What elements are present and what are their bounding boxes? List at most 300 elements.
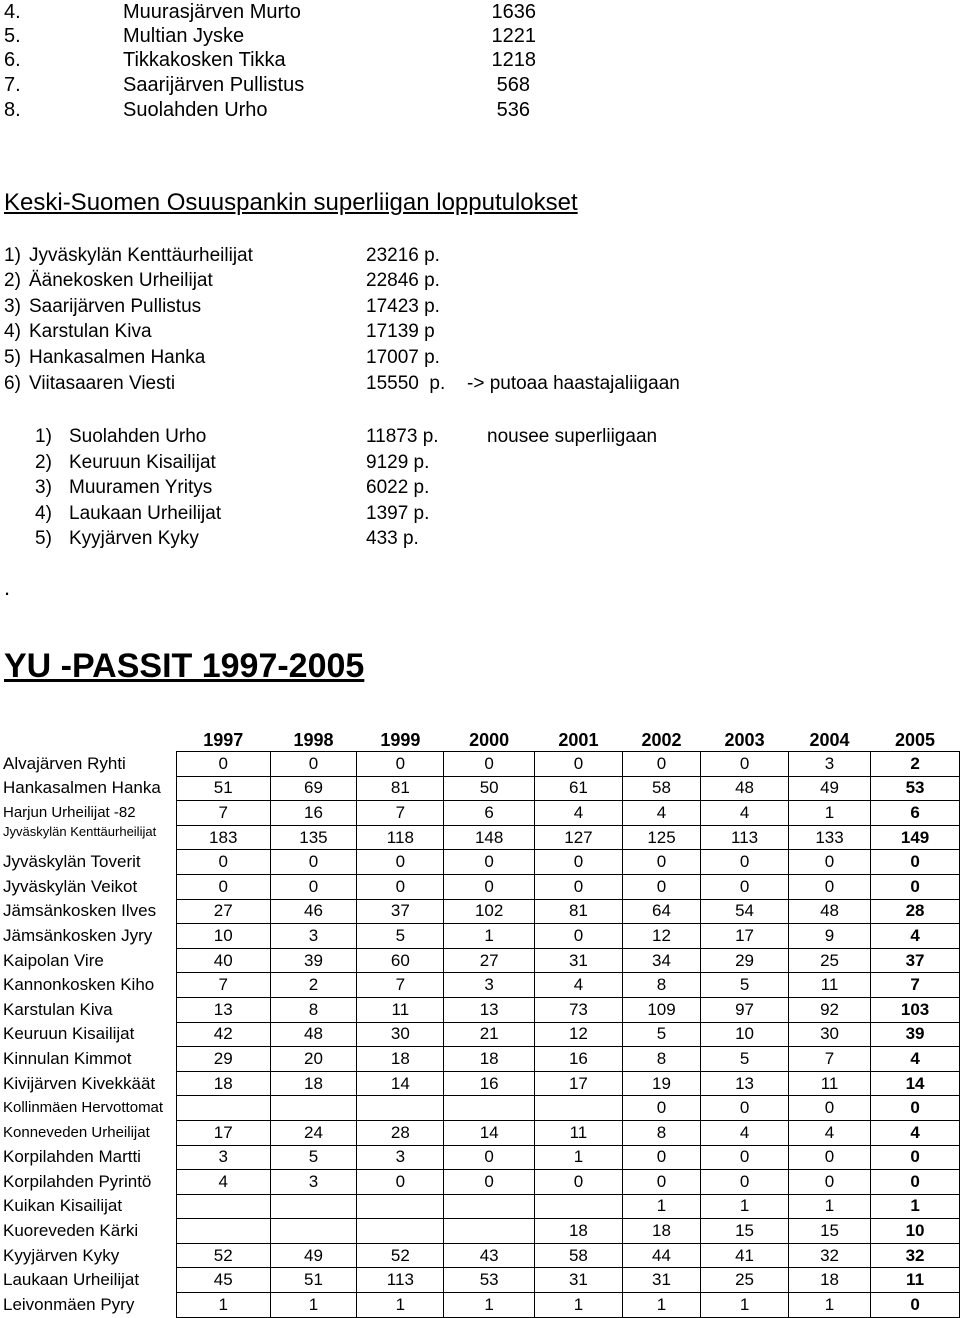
table-row xyxy=(0,973,960,998)
table-cell: 48 xyxy=(701,776,789,801)
result-points: 6022 p. xyxy=(366,477,430,498)
table-cell: 109 xyxy=(622,997,700,1022)
table-cell: 18 xyxy=(535,1219,623,1244)
result-rank: 2) xyxy=(4,270,21,291)
team-name: Tikkakosken Tikka xyxy=(123,49,286,71)
result-team: Viitasaaren Viesti xyxy=(29,373,176,394)
table-cell: 0 xyxy=(622,874,700,899)
table-cell: 5 xyxy=(701,1047,789,1072)
table-cell: 4 xyxy=(871,1047,960,1072)
table-cell: 0 xyxy=(270,874,357,899)
table-cell: 1 xyxy=(701,1194,789,1219)
table-cell: 7 xyxy=(176,801,270,826)
result-rank: 4) xyxy=(35,503,52,524)
table-cell: 4 xyxy=(176,1170,270,1195)
club-name: Jyväskylän Toverit xyxy=(3,852,141,872)
table-cell: 0 xyxy=(357,1170,444,1195)
table-cell: 13 xyxy=(701,1071,789,1096)
table-cell: 28 xyxy=(357,1120,444,1145)
stray-period: . xyxy=(4,575,11,600)
result-team: Äänekosken Urheilijat xyxy=(29,270,213,291)
table-cell xyxy=(444,1096,535,1121)
team-points: 1636 xyxy=(491,1,536,23)
table-cell: 0 xyxy=(535,850,623,875)
table-cell: 13 xyxy=(444,997,535,1022)
table-cell: 0 xyxy=(622,1145,700,1170)
table-cell: 0 xyxy=(535,752,623,777)
table-cell: 0 xyxy=(701,850,789,875)
table-cell: 0 xyxy=(871,1293,960,1318)
table-cell: 37 xyxy=(871,948,960,973)
result-team: Saarijärven Pullistus xyxy=(29,296,202,317)
rank: 8. xyxy=(4,99,21,121)
rank: 6. xyxy=(4,49,21,71)
table-cell: 3 xyxy=(444,973,535,998)
table-cell: 0 xyxy=(535,924,623,949)
table-cell: 14 xyxy=(444,1120,535,1145)
table-cell xyxy=(535,1096,623,1121)
result-points: 9129 p. xyxy=(366,452,430,473)
result-team: Suolahden Urho xyxy=(69,426,207,447)
table-cell: 135 xyxy=(270,825,357,850)
table-cell: 37 xyxy=(357,899,444,924)
table-cell: 3 xyxy=(270,924,357,949)
table-cell: 5 xyxy=(701,973,789,998)
table-row xyxy=(0,1268,960,1293)
table-row xyxy=(0,924,960,949)
table-cell: 5 xyxy=(270,1145,357,1170)
table-cell xyxy=(270,1194,357,1219)
table-cell: 0 xyxy=(622,850,700,875)
table-cell: 4 xyxy=(535,801,623,826)
table-cell: 52 xyxy=(176,1243,270,1268)
team-points: 568 xyxy=(496,74,530,96)
table-cell: 1 xyxy=(788,1293,870,1318)
table-row xyxy=(0,899,960,924)
table-cell: 11 xyxy=(788,1071,870,1096)
table-cell: 0 xyxy=(788,1170,870,1195)
year-header: 1997 xyxy=(203,730,244,750)
result-rank: 1) xyxy=(4,245,21,266)
table-cell: 10 xyxy=(701,1022,789,1047)
table-row xyxy=(0,1022,960,1047)
table-cell: 7 xyxy=(788,1047,870,1072)
year-header: 2004 xyxy=(809,730,850,750)
table-cell: 53 xyxy=(444,1268,535,1293)
table-cell: 0 xyxy=(535,874,623,899)
table-cell: 0 xyxy=(788,874,870,899)
table-cell: 61 xyxy=(535,776,623,801)
table-cell xyxy=(176,1096,270,1121)
table-row xyxy=(0,997,960,1022)
table-cell: 0 xyxy=(701,1096,789,1121)
table-cell: 133 xyxy=(788,825,870,850)
table-cell: 30 xyxy=(357,1022,444,1047)
table-cell: 1 xyxy=(444,1293,535,1318)
result-team: Jyväskylän Kenttäurheilijat xyxy=(29,245,253,266)
table-cell: 183 xyxy=(176,825,270,850)
club-name: Leivonmäen Pyry xyxy=(3,1294,135,1314)
table-row xyxy=(0,1194,960,1219)
result-note: nousee superliigaan xyxy=(487,426,658,447)
club-name: Kivijärven Kivekkäät xyxy=(3,1073,156,1093)
result-rank: 6) xyxy=(4,373,21,394)
year-header: 2000 xyxy=(469,730,510,750)
table-cell: 1 xyxy=(357,1293,444,1318)
result-team: Kyyjärven Kyky xyxy=(69,528,199,549)
table-cell: 4 xyxy=(701,801,789,826)
table-cell: 6 xyxy=(871,801,960,826)
table-cell: 14 xyxy=(871,1071,960,1096)
table-cell: 103 xyxy=(871,997,960,1022)
table-cell: 19 xyxy=(622,1071,700,1096)
club-name: Jyväskylän Veikot xyxy=(3,876,138,896)
table-cell: 5 xyxy=(622,1022,700,1047)
table-row xyxy=(0,1071,960,1096)
table-cell: 58 xyxy=(535,1243,623,1268)
table-cell xyxy=(270,1096,357,1121)
table-row xyxy=(0,801,960,826)
year-header: 2005 xyxy=(895,730,936,750)
table-cell: 21 xyxy=(444,1022,535,1047)
table-cell: 97 xyxy=(701,997,789,1022)
table-cell: 60 xyxy=(357,948,444,973)
table-row xyxy=(0,1096,960,1121)
table-cell: 2 xyxy=(270,973,357,998)
result-points: 11873 p. xyxy=(366,426,439,447)
table-row xyxy=(0,776,960,801)
table-cell: 25 xyxy=(701,1268,789,1293)
table-cell: 29 xyxy=(701,948,789,973)
year-header: 1999 xyxy=(380,730,421,750)
table-cell: 16 xyxy=(535,1047,623,1072)
table-cell: 7 xyxy=(871,973,960,998)
table-cell: 1 xyxy=(622,1293,700,1318)
table-cell: 1 xyxy=(535,1293,623,1318)
table-row xyxy=(0,825,960,850)
club-name: Jyväskylän Kenttäurheilijat xyxy=(3,825,157,840)
team-name: Saarijärven Pullistus xyxy=(123,74,305,96)
result-team: Karstulan Kiva xyxy=(29,321,152,342)
table-cell: 15 xyxy=(701,1219,789,1244)
club-name: Karstulan Kiva xyxy=(3,999,113,1019)
table-cell: 0 xyxy=(444,874,535,899)
table-cell: 8 xyxy=(622,973,700,998)
table-cell: 0 xyxy=(871,1096,960,1121)
table-cell: 3 xyxy=(176,1145,270,1170)
result-points: 1397 p. xyxy=(366,503,430,524)
table-cell: 102 xyxy=(444,899,535,924)
table-cell: 0 xyxy=(622,752,700,777)
team-name: Multian Jyske xyxy=(123,25,245,47)
table-cell: 0 xyxy=(701,752,789,777)
team-name: Muurasjärven Murto xyxy=(123,1,301,23)
result-rank: 3) xyxy=(35,477,52,498)
table-cell: 39 xyxy=(871,1022,960,1047)
result-points: 433 p. xyxy=(366,528,419,549)
table-cell: 0 xyxy=(622,1096,700,1121)
table-cell: 17 xyxy=(535,1071,623,1096)
club-name: Kollinmäen Hervottomat xyxy=(3,1099,164,1117)
result-rank: 1) xyxy=(35,426,52,447)
table-cell: 0 xyxy=(871,1170,960,1195)
table-cell: 34 xyxy=(622,948,700,973)
table-cell: 127 xyxy=(535,825,623,850)
table-cell: 40 xyxy=(176,948,270,973)
result-team: Keuruun Kisailijat xyxy=(69,452,216,473)
superliiga-title: Keski-Suomen Osuuspankin superliigan lopputulokset xyxy=(4,189,578,216)
team-points: 536 xyxy=(496,99,530,121)
table-cell: 113 xyxy=(701,825,789,850)
table-cell: 18 xyxy=(788,1268,870,1293)
club-name: Kyyjärven Kyky xyxy=(3,1245,120,1265)
table-cell: 31 xyxy=(535,1268,623,1293)
result-rank: 4) xyxy=(4,321,21,342)
table-cell: 8 xyxy=(622,1120,700,1145)
club-name: Korpilahden Martti xyxy=(3,1147,141,1167)
club-name: Keuruun Kisailijat xyxy=(3,1024,135,1044)
result-rank: 2) xyxy=(35,452,52,473)
table-cell: 0 xyxy=(871,850,960,875)
table-cell: 73 xyxy=(535,997,623,1022)
table-row xyxy=(0,874,960,899)
club-name: Kuikan Kisailijat xyxy=(3,1196,123,1216)
result-team: Laukaan Urheilijat xyxy=(69,503,222,524)
table-cell: 15 xyxy=(788,1219,870,1244)
table-cell xyxy=(176,1194,270,1219)
year-header: 2001 xyxy=(558,730,599,750)
table-row xyxy=(0,1219,960,1244)
table-cell: 1 xyxy=(176,1293,270,1318)
table-cell: 11 xyxy=(535,1120,623,1145)
table-row xyxy=(0,1170,960,1195)
table-cell: 92 xyxy=(788,997,870,1022)
table-row xyxy=(0,1120,960,1145)
table-cell: 28 xyxy=(871,899,960,924)
table-cell: 44 xyxy=(622,1243,700,1268)
table-cell: 0 xyxy=(788,1096,870,1121)
table-cell: 27 xyxy=(176,899,270,924)
table-cell: 1 xyxy=(788,801,870,826)
year-header-row xyxy=(0,718,960,752)
team-points: 1218 xyxy=(491,49,536,71)
result-points: 17007 p. xyxy=(366,347,440,368)
table-cell: 45 xyxy=(176,1268,270,1293)
yu-passit-table xyxy=(0,718,960,1318)
table-cell xyxy=(176,1219,270,1244)
result-points: 22846 p. xyxy=(366,270,440,291)
yu-passit-body xyxy=(0,752,960,1318)
table-cell: 0 xyxy=(444,850,535,875)
table-row xyxy=(0,752,960,777)
table-cell: 13 xyxy=(176,997,270,1022)
table-cell: 49 xyxy=(788,776,870,801)
year-header: 2002 xyxy=(641,730,682,750)
table-cell: 0 xyxy=(701,1145,789,1170)
table-cell: 43 xyxy=(444,1243,535,1268)
table-cell: 4 xyxy=(701,1120,789,1145)
table-cell: 14 xyxy=(357,1071,444,1096)
result-rank: 5) xyxy=(4,347,21,368)
table-cell: 1 xyxy=(871,1194,960,1219)
table-cell: 25 xyxy=(788,948,870,973)
table-cell: 11 xyxy=(871,1268,960,1293)
table-cell: 10 xyxy=(176,924,270,949)
table-cell: 53 xyxy=(871,776,960,801)
result-rank: 5) xyxy=(35,528,52,549)
table-cell xyxy=(357,1194,444,1219)
club-name: Korpilahden Pyrintö xyxy=(3,1171,152,1191)
table-cell: 16 xyxy=(444,1071,535,1096)
table-cell xyxy=(535,1194,623,1219)
table-cell: 0 xyxy=(701,874,789,899)
club-name: Laukaan Urheilijat xyxy=(3,1270,140,1290)
table-cell: 17 xyxy=(176,1120,270,1145)
table-cell: 51 xyxy=(176,776,270,801)
table-cell: 148 xyxy=(444,825,535,850)
table-cell: 7 xyxy=(357,973,444,998)
rank: 4. xyxy=(4,1,21,23)
club-name: Alvajärven Ryhti xyxy=(3,753,126,773)
table-cell: 54 xyxy=(701,899,789,924)
table-cell: 0 xyxy=(701,1170,789,1195)
table-row xyxy=(0,1243,960,1268)
table-cell: 4 xyxy=(871,1120,960,1145)
table-cell: 0 xyxy=(871,874,960,899)
result-points: 23216 p. xyxy=(366,245,440,266)
result-points: 17139 p xyxy=(366,321,435,342)
club-name: Konneveden Urheilijat xyxy=(3,1123,150,1141)
club-name: Kannonkosken Kiho xyxy=(3,975,155,995)
result-points: 15550 p. xyxy=(366,373,446,394)
table-cell xyxy=(357,1096,444,1121)
table-cell: 24 xyxy=(270,1120,357,1145)
table-cell: 41 xyxy=(701,1243,789,1268)
table-cell: 0 xyxy=(176,874,270,899)
club-name: Jämsänkosken Ilves xyxy=(3,901,157,921)
table-cell: 1 xyxy=(788,1194,870,1219)
table-cell: 69 xyxy=(270,776,357,801)
result-rank: 3) xyxy=(4,296,21,317)
table-row xyxy=(0,948,960,973)
table-cell: 1 xyxy=(444,924,535,949)
table-cell: 1 xyxy=(701,1293,789,1318)
table-cell: 3 xyxy=(357,1145,444,1170)
table-cell: 0 xyxy=(871,1145,960,1170)
table-cell: 18 xyxy=(622,1219,700,1244)
table-cell: 118 xyxy=(357,825,444,850)
table-row xyxy=(0,1293,960,1318)
table-cell: 16 xyxy=(270,801,357,826)
table-cell: 4 xyxy=(535,973,623,998)
table-cell: 7 xyxy=(176,973,270,998)
table-cell: 1 xyxy=(622,1194,700,1219)
table-cell: 39 xyxy=(270,948,357,973)
result-team: Muuramen Yritys xyxy=(69,477,213,498)
table-cell: 4 xyxy=(871,924,960,949)
table-cell: 81 xyxy=(535,899,623,924)
table-cell: 32 xyxy=(871,1243,960,1268)
table-cell: 149 xyxy=(871,825,960,850)
club-name: Kaipolan Vire xyxy=(3,950,104,970)
table-cell: 10 xyxy=(871,1219,960,1244)
table-cell: 0 xyxy=(357,752,444,777)
table-cell: 0 xyxy=(444,1145,535,1170)
table-cell: 8 xyxy=(622,1047,700,1072)
table-cell xyxy=(270,1219,357,1244)
yu-passit-title: YU -PASSIT 1997-2005 xyxy=(4,647,365,685)
table-row xyxy=(0,1047,960,1072)
table-cell: 52 xyxy=(357,1243,444,1268)
table-cell: 0 xyxy=(176,850,270,875)
table-cell: 0 xyxy=(357,874,444,899)
table-cell: 49 xyxy=(270,1243,357,1268)
rank: 7. xyxy=(4,74,21,96)
table-cell: 0 xyxy=(176,752,270,777)
table-cell: 64 xyxy=(622,899,700,924)
table-cell: 31 xyxy=(535,948,623,973)
table-cell: 5 xyxy=(357,924,444,949)
table-row xyxy=(0,850,960,875)
table-cell: 48 xyxy=(270,1022,357,1047)
year-header: 2003 xyxy=(724,730,765,750)
table-cell: 32 xyxy=(788,1243,870,1268)
table-cell xyxy=(444,1219,535,1244)
table-cell: 30 xyxy=(788,1022,870,1047)
table-cell: 18 xyxy=(357,1047,444,1072)
club-name: Jämsänkosken Jyry xyxy=(3,925,153,945)
table-cell: 0 xyxy=(444,752,535,777)
table-cell: 0 xyxy=(444,1170,535,1195)
table-cell: 12 xyxy=(622,924,700,949)
table-cell: 12 xyxy=(535,1022,623,1047)
header-spacer xyxy=(0,718,176,752)
table-cell: 20 xyxy=(270,1047,357,1072)
rank: 5. xyxy=(4,25,21,47)
team-points: 1221 xyxy=(491,25,536,47)
table-cell: 2 xyxy=(871,752,960,777)
table-cell: 29 xyxy=(176,1047,270,1072)
table-cell: 50 xyxy=(444,776,535,801)
year-header: 1998 xyxy=(293,730,334,750)
table-cell: 11 xyxy=(357,997,444,1022)
table-row xyxy=(0,1145,960,1170)
table-cell: 58 xyxy=(622,776,700,801)
table-cell: 31 xyxy=(622,1268,700,1293)
table-cell: 6 xyxy=(444,801,535,826)
result-note: -> putoaa haastajaliigaan xyxy=(467,373,680,394)
table-cell: 51 xyxy=(270,1268,357,1293)
table-cell: 0 xyxy=(270,752,357,777)
table-cell: 1 xyxy=(535,1145,623,1170)
table-cell: 3 xyxy=(788,752,870,777)
table-cell: 0 xyxy=(788,850,870,875)
club-name: Harjun Urheilijat -82 xyxy=(3,803,136,821)
table-cell: 11 xyxy=(788,973,870,998)
table-cell: 1 xyxy=(270,1293,357,1318)
table-cell xyxy=(357,1219,444,1244)
table-cell: 42 xyxy=(176,1022,270,1047)
table-cell: 4 xyxy=(788,1120,870,1145)
club-name: Kinnulan Kimmot xyxy=(3,1048,132,1068)
table-cell: 125 xyxy=(622,825,700,850)
table-cell: 46 xyxy=(270,899,357,924)
table-cell: 81 xyxy=(357,776,444,801)
table-cell: 4 xyxy=(622,801,700,826)
table-cell: 27 xyxy=(444,948,535,973)
table-cell: 0 xyxy=(270,850,357,875)
table-cell: 3 xyxy=(270,1170,357,1195)
